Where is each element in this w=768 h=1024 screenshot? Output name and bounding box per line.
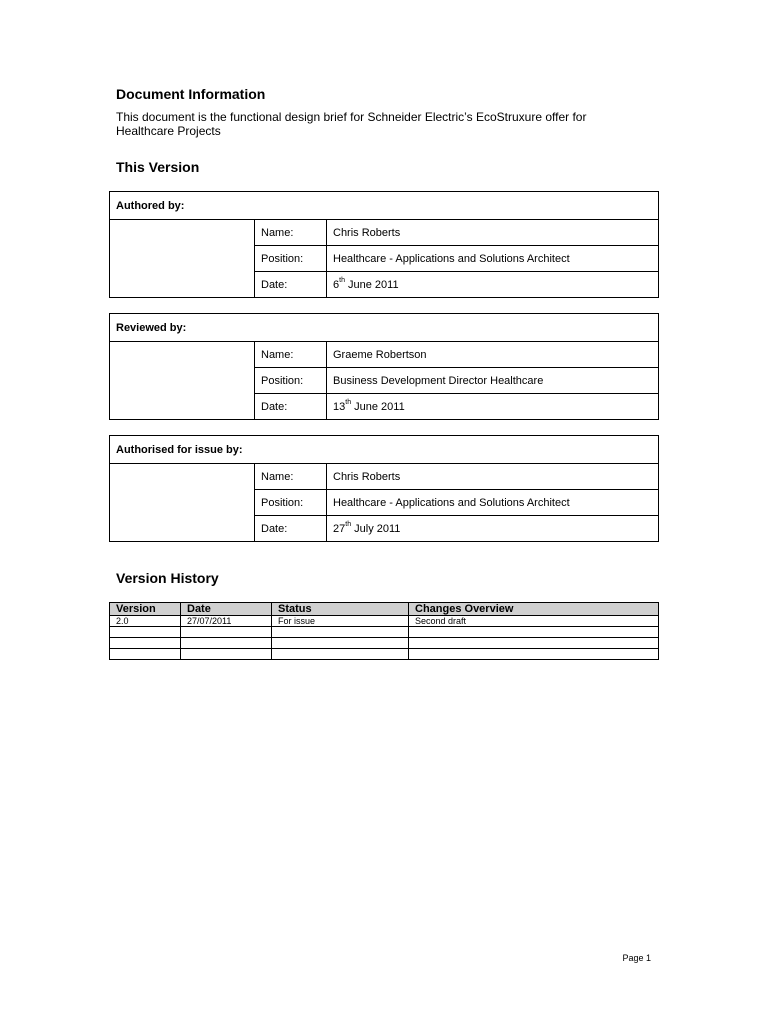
cell-status	[272, 627, 409, 638]
intro-line-1: This document is the functional design brief for Schneider Electric’s EcoStruxure offer for	[116, 110, 587, 124]
reviewed-by-title: Reviewed by:	[110, 314, 659, 342]
date-label: Date:	[255, 516, 327, 542]
date-suffix: th	[345, 398, 352, 406]
authoriser-date	[327, 516, 659, 542]
reviewer-date	[327, 394, 659, 420]
cell-changes	[409, 638, 659, 649]
cell-date	[181, 627, 272, 638]
column-header-status: Status	[272, 603, 409, 616]
date-rest: June 2011	[344, 278, 399, 291]
cell-version	[110, 638, 181, 649]
version-history-table	[109, 602, 659, 660]
cell-status	[272, 649, 409, 660]
table-row	[110, 627, 659, 638]
cell-changes	[409, 649, 659, 660]
authored-by-table	[109, 191, 659, 298]
document-information-heading: Document Information	[116, 86, 266, 102]
version-history-heading: Version History	[116, 570, 219, 586]
table-row	[110, 616, 659, 627]
authorised-by-table	[109, 435, 659, 542]
cell-status	[272, 638, 409, 649]
this-version-heading: This Version	[116, 159, 200, 175]
intro-paragraph	[116, 110, 676, 138]
date-day: 27	[333, 522, 346, 535]
reviewer-position: Business Development Director Healthcare	[327, 368, 659, 394]
version-history-header-row	[110, 603, 659, 616]
date-label: Date:	[255, 394, 327, 420]
cell-version: 2.0	[110, 616, 181, 627]
cell-status: For issue	[272, 616, 409, 627]
cell-date	[181, 638, 272, 649]
authored-by-title: Authored by:	[110, 192, 659, 220]
cell-version	[110, 627, 181, 638]
position-label: Position:	[255, 246, 327, 272]
table-row	[110, 649, 659, 660]
author-date	[327, 272, 659, 298]
position-label: Position:	[255, 490, 327, 516]
signature-cell	[110, 342, 255, 420]
date-label: Date:	[255, 272, 327, 298]
cell-version	[110, 649, 181, 660]
name-label: Name:	[255, 464, 327, 490]
date-rest: June 2011	[351, 400, 405, 413]
authorised-by-title: Authorised for issue by:	[110, 436, 659, 464]
position-label: Position:	[255, 368, 327, 394]
authoriser-position: Healthcare - Applications and Solutions Architect	[327, 490, 659, 516]
cell-date: 27/07/2011	[181, 616, 272, 627]
date-suffix: th	[345, 520, 352, 528]
authoriser-name: Chris Roberts	[327, 464, 659, 490]
intro-line-2: Healthcare Projects	[116, 124, 221, 138]
signature-cell	[110, 464, 255, 542]
table-row	[110, 638, 659, 649]
column-header-version: Version	[110, 603, 181, 616]
cell-changes: Second draft	[409, 616, 659, 627]
cell-date	[181, 649, 272, 660]
author-position: Healthcare - Applications and Solutions Architect	[327, 246, 659, 272]
cell-changes	[409, 627, 659, 638]
reviewed-by-table	[109, 313, 659, 420]
name-label: Name:	[255, 342, 327, 368]
date-day: 6	[333, 278, 340, 291]
author-name: Chris Roberts	[327, 220, 659, 246]
date-day: 13	[333, 400, 346, 413]
name-label: Name:	[255, 220, 327, 246]
reviewer-name: Graeme Robertson	[327, 342, 659, 368]
page-number: Page 1	[622, 953, 651, 963]
column-header-changes: Changes Overview	[409, 603, 659, 616]
signature-cell	[110, 220, 255, 298]
column-header-date: Date	[181, 603, 272, 616]
date-suffix: th	[339, 276, 345, 284]
date-rest: July 2011	[351, 522, 401, 535]
